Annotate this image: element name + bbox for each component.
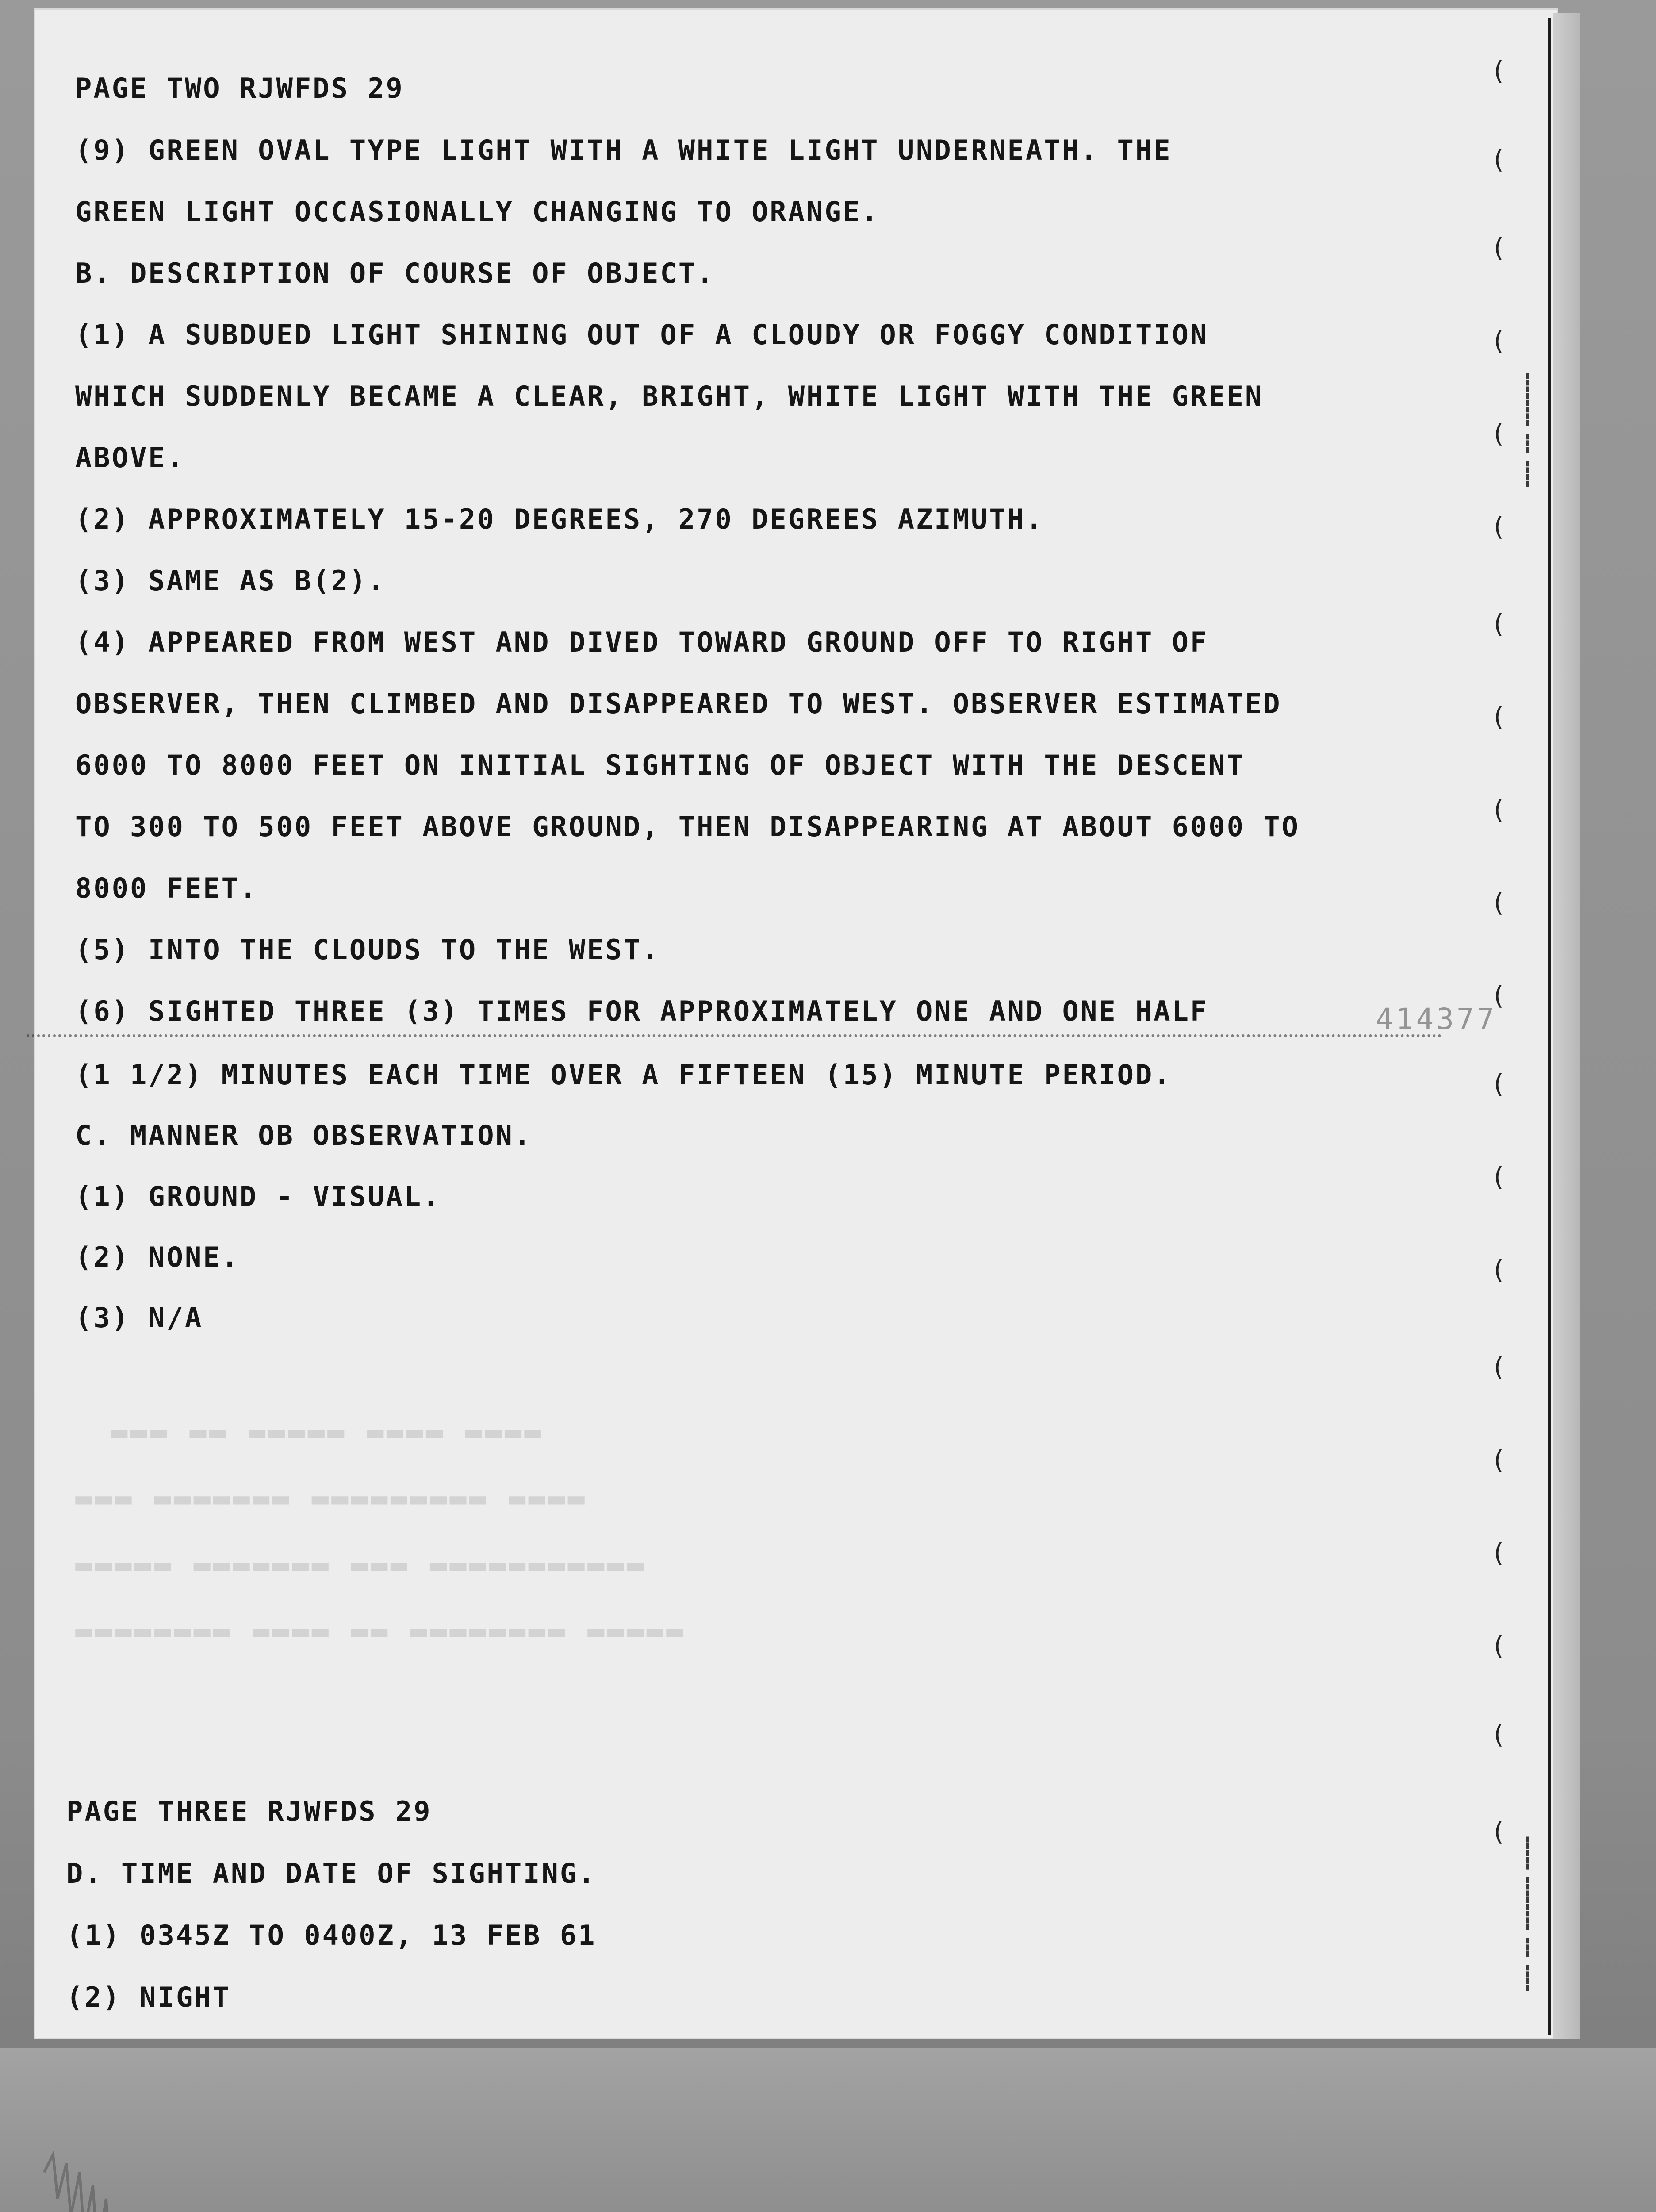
bleed-through-text: ▬▬▬ ▬▬▬▬▬▬▬ ▬▬▬▬▬▬▬▬▬ ▬▬▬▬ bbox=[75, 1482, 587, 1515]
text-line: (5) INTO THE CLOUDS TO THE WEST. bbox=[75, 933, 660, 966]
feed-mark: ( bbox=[1491, 419, 1506, 449]
bleed-through-text: ▬▬▬▬▬ ▬▬▬▬▬▬▬ ▬▬▬ ▬▬▬▬▬▬▬▬▬▬▬ bbox=[75, 1548, 647, 1581]
text-line: (1) A SUBDUED LIGHT SHINING OUT OF A CLOUDY OR FOGGY CONDITION bbox=[75, 319, 1209, 351]
serial-number: 414377 bbox=[1376, 1002, 1497, 1036]
text-line: TO 300 TO 500 FEET ABOVE GROUND, THEN DISAPPEARING AT ABOUT 6000 TO bbox=[75, 810, 1300, 843]
page-two-header: PAGE TWO RJWFDS 29 bbox=[75, 72, 404, 104]
text-line: (4) APPEARED FROM WEST AND DIVED TOWARD GROUND OFF TO RIGHT OF bbox=[75, 626, 1209, 658]
right-margin-strip bbox=[1553, 13, 1580, 2039]
text-line: (2) APPROXIMATELY 15-20 DEGREES, 270 DEGREES AZIMUTH. bbox=[75, 503, 1044, 535]
text-line: (6) SIGHTED THREE (3) TIMES FOR APPROXIMATELY ONE AND ONE HALF bbox=[75, 995, 1209, 1027]
feed-mark: ( bbox=[1491, 1631, 1506, 1661]
feed-mark: ( bbox=[1491, 887, 1506, 918]
feed-mark: ( bbox=[1491, 795, 1506, 825]
text-line: (3) SAME AS B(2). bbox=[75, 565, 386, 597]
text-line: 6000 TO 8000 FEET ON INITIAL SIGHTING OF OBJECT WITH THE DESCENT bbox=[75, 749, 1245, 781]
feed-mark: ( bbox=[1491, 1255, 1506, 1285]
text-line: (1) GROUND - VISUAL. bbox=[75, 1180, 441, 1213]
text-line: B. DESCRIPTION OF COURSE OF OBJECT. bbox=[75, 257, 715, 289]
text-line: WHICH SUDDENLY BECAME A CLEAR, BRIGHT, WHITE LIGHT WITH THE GREEN bbox=[75, 380, 1264, 412]
feed-mark: ( bbox=[1491, 233, 1506, 263]
feed-mark: ( bbox=[1491, 980, 1506, 1010]
text-line: (1) 0345Z TO 0400Z, 13 FEB 61 bbox=[66, 1919, 597, 1951]
text-line: (2) NONE. bbox=[75, 1241, 240, 1273]
perforation-line bbox=[27, 1034, 1442, 1041]
form-imprint: ▬▬▬▬ ▬▬▬ ▬▬▬▬▬▬▬▬ bbox=[1522, 372, 1533, 487]
text-line: (2) NIGHT bbox=[66, 1981, 231, 2013]
text-line: (3) N/A bbox=[75, 1302, 203, 1334]
feed-mark: ( bbox=[1491, 1816, 1506, 1847]
feed-mark: ( bbox=[1491, 56, 1506, 86]
form-imprint: ▬▬▬▬ ▬▬▬ ▬▬▬▬▬▬▬▬ ▬▬▬▬▬ bbox=[1522, 1836, 1533, 1991]
feed-mark: ( bbox=[1491, 144, 1506, 174]
text-line: D. TIME AND DATE OF SIGHTING. bbox=[66, 1857, 597, 1889]
page-three-header: PAGE THREE RJWFDS 29 bbox=[66, 1795, 432, 1828]
feed-mark: ( bbox=[1491, 1719, 1506, 1749]
feed-mark: ( bbox=[1491, 702, 1506, 732]
text-line: C. MANNER OB OBSERVATION. bbox=[75, 1119, 533, 1152]
text-line: OBSERVER, THEN CLIMBED AND DISAPPEARED TO WEST. OBSERVER ESTIMATED bbox=[75, 687, 1282, 720]
feed-mark: ( bbox=[1491, 511, 1506, 541]
bleed-through-text: ▬▬▬ ▬▬ ▬▬▬▬▬ ▬▬▬▬ ▬▬▬▬ bbox=[111, 1416, 544, 1448]
feed-mark: ( bbox=[1491, 1538, 1506, 1568]
text-line: 8000 FEET. bbox=[75, 872, 258, 904]
feed-mark: ( bbox=[1491, 1069, 1506, 1099]
text-line: (9) GREEN OVAL TYPE LIGHT WITH A WHITE LIGHT UNDERNEATH. THE bbox=[75, 134, 1172, 166]
pencil-scribble bbox=[27, 2146, 142, 2212]
feed-mark: ( bbox=[1491, 1162, 1506, 1192]
feed-mark: ( bbox=[1491, 1445, 1506, 1475]
right-margin-rule bbox=[1548, 18, 1551, 2035]
feed-mark: ( bbox=[1491, 609, 1506, 639]
feed-mark: ( bbox=[1491, 1352, 1506, 1382]
bleed-through-text: ▬▬▬▬▬▬▬▬ ▬▬▬▬ ▬▬ ▬▬▬▬▬▬▬▬ ▬▬▬▬▬ bbox=[75, 1615, 686, 1647]
text-line: ABOVE. bbox=[75, 442, 185, 474]
text-line: (1 1/2) MINUTES EACH TIME OVER A FIFTEEN (15) MINUTE PERIOD. bbox=[75, 1059, 1172, 1091]
scan-mount-area bbox=[0, 2048, 1656, 2212]
text-line: GREEN LIGHT OCCASIONALLY CHANGING TO ORANGE. bbox=[75, 196, 880, 228]
feed-mark: ( bbox=[1491, 326, 1506, 356]
